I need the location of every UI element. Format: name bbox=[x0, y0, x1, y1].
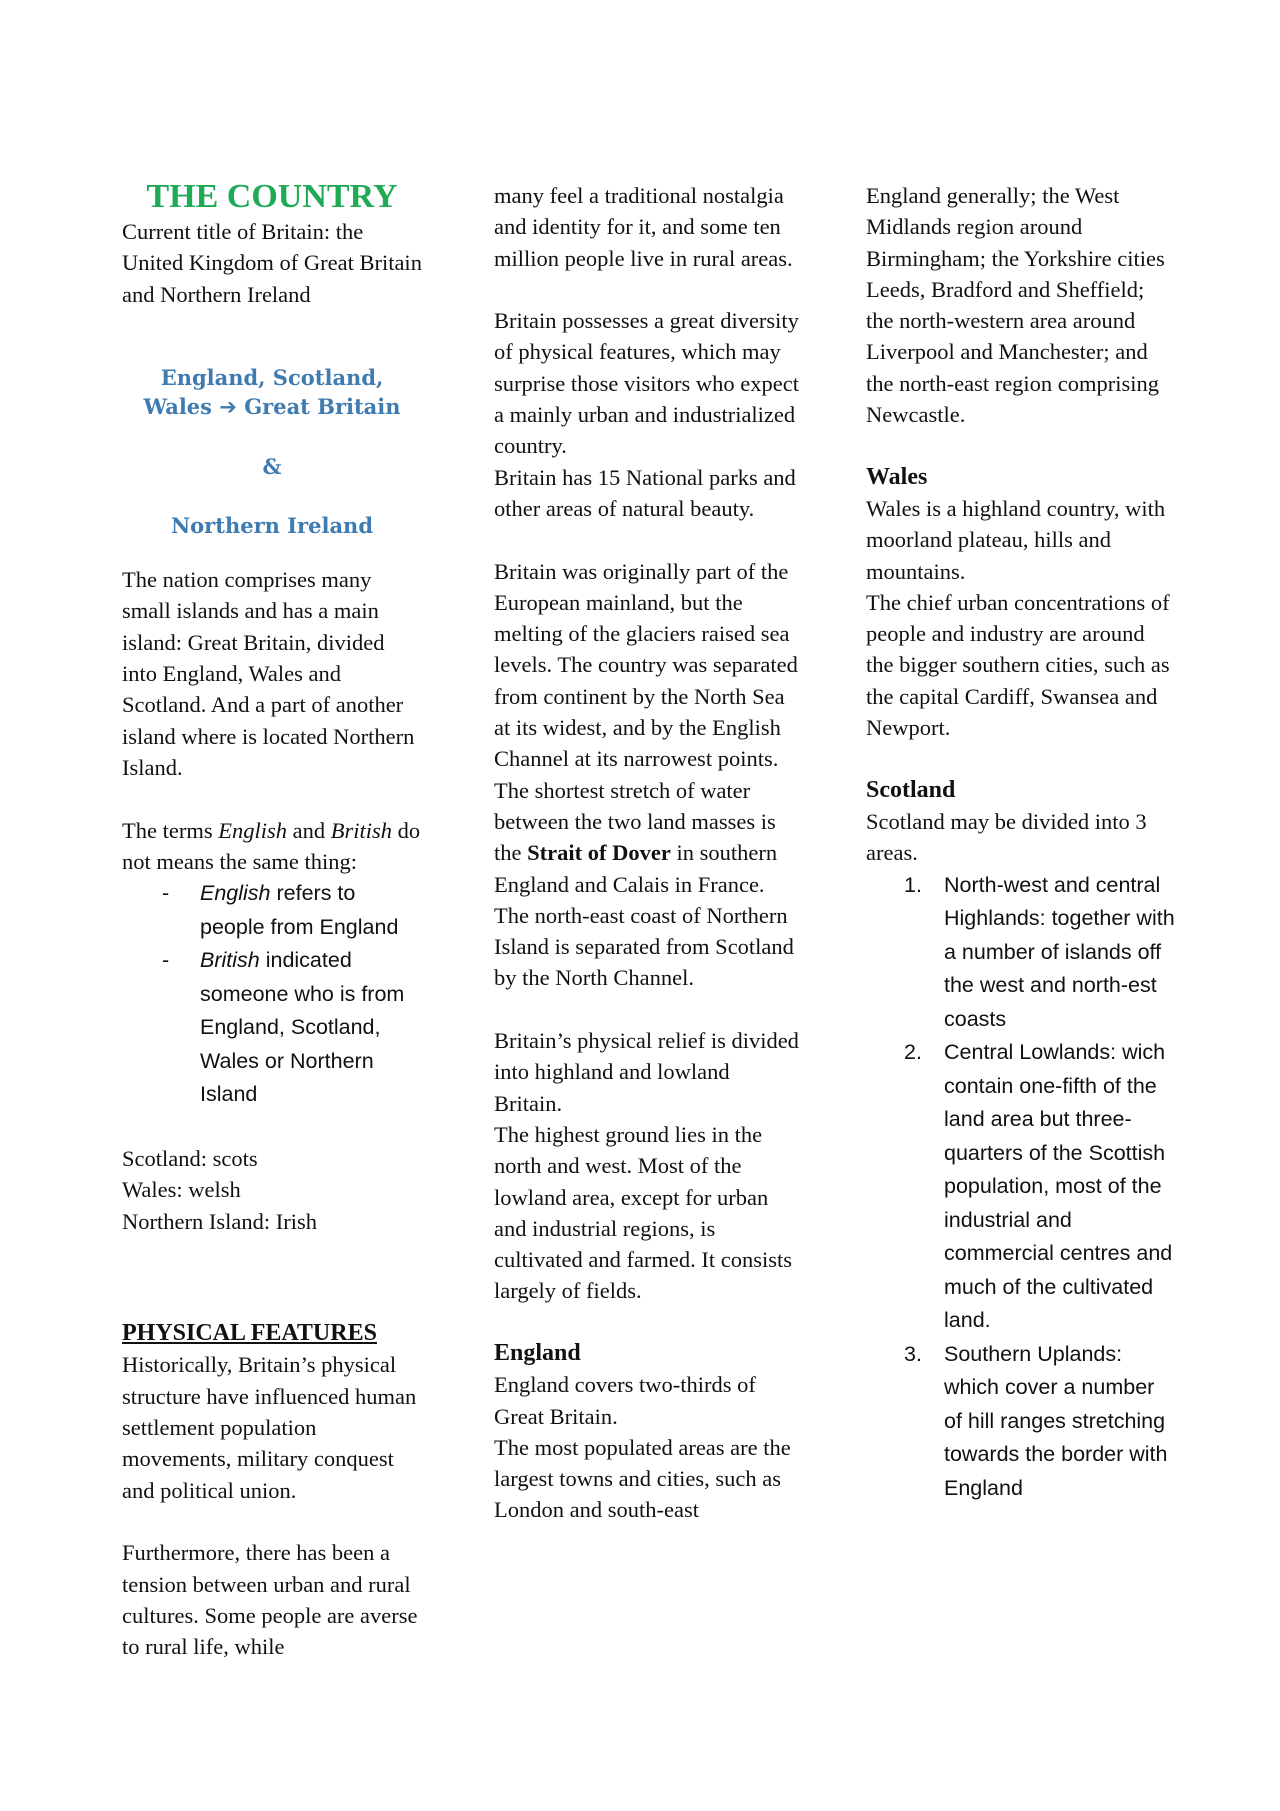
diversity-paragraph: Britain possesses a great diversity of physical features, which may surprise those visitors who expect a mainly urban and industrialized country. bbox=[494, 308, 799, 459]
rural-paragraph: many feel a traditional nostalgia and identity for it, and some ten million people live in rural areas. bbox=[494, 183, 793, 271]
gb-line2-a: Wales bbox=[143, 394, 212, 420]
relief-paragraph: Britain’s physical relief is divided into highland and lowland Britain. bbox=[494, 1028, 799, 1116]
intro-paragraph: Current title of Britain: the United Kingdom of Great Britain and Northern Ireland bbox=[122, 219, 422, 307]
highest-paragraph: The highest ground lies in the north and west. Most of the lowland area, except for urban and industrial regions, is cultivated and farmed. It consists largely of fields. bbox=[494, 1121, 793, 1304]
gb-line1: England, Scotland, bbox=[160, 365, 384, 391]
wales-heading: Wales bbox=[866, 463, 928, 490]
england-paragraph-2: The most populated areas are the largest towns and cities, such as London and south-east bbox=[494, 1434, 791, 1523]
gb-line2-b: Great Britain bbox=[244, 394, 401, 420]
physical-features-heading: PHYSICAL FEATURES bbox=[122, 1320, 377, 1347]
column-3 bbox=[866, 180, 1176, 1505]
england-paragraph-1: England covers two-thirds of Great Britain. bbox=[494, 1372, 756, 1429]
ampersand: & bbox=[262, 454, 282, 480]
great-britain-heading bbox=[122, 363, 422, 422]
list-item: - British indicated someone who is from England, Scotland, Wales or Northern Island bbox=[162, 948, 405, 1107]
wales-paragraph-1: Wales is a highland country, with moorland plateau, hills and mountains. bbox=[866, 495, 1166, 584]
language-northern-island: Northern Island: Irish bbox=[122, 1208, 317, 1234]
strait-of-dover: Strait of Dover bbox=[527, 840, 671, 866]
list-item: - English refers to people from England bbox=[162, 881, 399, 939]
scotland-areas-list bbox=[866, 869, 1176, 1506]
nation-paragraph: The nation comprises many small islands and has a main island: Great Britain, divided into England, Wales and Scotland. And a part of another island where is located Northern Island. bbox=[122, 567, 415, 780]
originally-paragraph: Britain was originally part of the European mainland, but the melting of the glaciers raised sea levels. The country was separated from continent by the North Sea at its widest, and by the English Channel at its narrowest points. bbox=[494, 558, 798, 772]
terms-paragraph: The terms English and British do not means the same thing: bbox=[122, 817, 421, 874]
arrow-right-icon: ➔ bbox=[219, 395, 237, 420]
historically-paragraph: Historically, Britain’s physical structure have influenced human settlement population movements, military conquest and political union. bbox=[122, 1352, 417, 1503]
language-scotland: Scotland: scots bbox=[122, 1145, 258, 1171]
wales-paragraph-2: The chief urban concentrations of people and industry are around the bigger southern cities, such as the capital Cardiff, Swansea and Newport. bbox=[866, 589, 1170, 741]
column-2 bbox=[494, 180, 799, 1526]
list-item: 1. North-west and central Highlands: together with a number of islands off the west and north-est coasts bbox=[904, 872, 1175, 1031]
shortest-paragraph: The shortest stretch of water between the two land masses is the Strait of Dover in southern England and Calais in France. The north-east coast of Northern Island is separated from Scotland by the North Channel. bbox=[494, 777, 794, 991]
scotland-heading: Scotland bbox=[866, 776, 956, 803]
language-wales: Wales: welsh bbox=[122, 1177, 241, 1203]
furthermore-paragraph: Furthermore, there has been a tension between urban and rural cultures. Some people are averse to rural life, while bbox=[122, 1540, 418, 1660]
england-heading: England bbox=[494, 1339, 581, 1366]
terms-list bbox=[122, 877, 422, 1112]
list-item: 3. Southern Uplands: which cover a number of hill ranges stretching towards the border with England bbox=[904, 1341, 1168, 1500]
page-title: THE COUNTRY bbox=[146, 178, 398, 215]
column-1 bbox=[122, 178, 422, 1662]
parks-paragraph: Britain has 15 National parks and other areas of natural beauty. bbox=[494, 464, 796, 521]
regions-paragraph: England generally; the West Midlands region around Birmingham; the Yorkshire cities Leeds, Bradford and Sheffield; the north-western area around Liverpool and Manchester; and the north-east region comprising Newcastle. bbox=[866, 183, 1165, 428]
scotland-intro: Scotland may be divided into 3 areas. bbox=[866, 808, 1147, 866]
list-item: 2. Central Lowlands: wich contain one-fifth of the land area but three-quarters of the Scottish population, most of the industrial and commercial centres and much of the cultivated land. bbox=[904, 1040, 1173, 1333]
northern-ireland-heading: Northern Ireland bbox=[170, 513, 374, 539]
